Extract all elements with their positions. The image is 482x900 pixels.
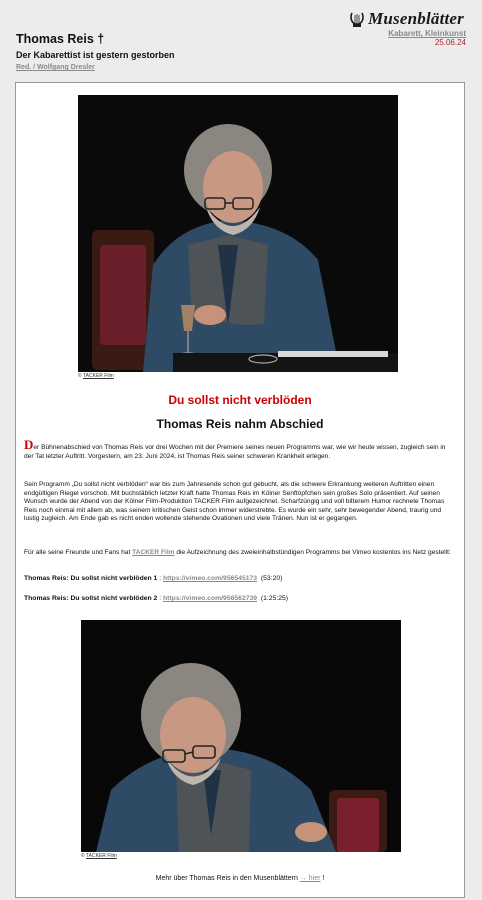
lyre-icon — [349, 10, 365, 28]
headline-black: Thomas Reis nahm Abschied — [156, 417, 324, 431]
article-title: Thomas Reis † — [16, 32, 105, 46]
article-subtitle: Der Kabarettist ist gestern gestorben — [16, 50, 175, 60]
article-photo-1 — [78, 95, 398, 372]
headline-red: Du sollst nicht verblöden — [168, 393, 312, 407]
photo-2-credit-link[interactable]: TACKER Film — [86, 853, 117, 859]
paragraph-2: Sein Programm „Du sollst nicht verblöden“ war bis zum Jahresende schon gut gebucht, als die schwere Erkrankung weiteren Auftritten einen endgültigen Riegel vorschob. Mit buchstäblich letzter Kraft hatte Thomas Reis im Kölner Senftöpfchen sein großes Solo präsentiert. Auf seinen Wunsch wurde der Abend von der Kölner Film-Produktion TACKER Film aufgezeichnet. Scharfzüngig und voll bitterem Humor rechnete Thomas Reis noch einmal mit allem ab, was seinem kritischen Geist schon immer widerstrebte. Es wurde ein sehr, sehr bewegender Abend, traurig und lustig zugleich. Am Ende gab es nicht enden wollende stehende Ovationen und viele Tränen. Nun ist er gegangen. — [24, 481, 445, 523]
dropcap: D — [24, 437, 34, 452]
logo-text: Musenblätter — [368, 9, 464, 28]
more-about-line: Mehr über Thomas Reis in den Musenblättern → hier ! — [155, 875, 325, 882]
video-row-2: Thomas Reis: Du sollst nicht verblöden 2 : https://vimeo.com/956562739 (1:25:25) — [24, 595, 289, 602]
photo-2-credit: © TACKER Film — [81, 853, 117, 859]
publish-date: 25.06.24 — [434, 38, 466, 47]
author-link[interactable]: Red. / Wolfgang Dresler — [16, 64, 95, 71]
tacker-film-link[interactable]: TACKER Film — [132, 549, 175, 556]
category-link[interactable]: Kabarett, Kleinkunst — [388, 29, 466, 38]
article-body — [15, 82, 465, 898]
paragraph-3: Für alle seine Freunde und Fans hat TACKER Film die Aufzeichnung des zweieinhalbstündigen Programms bei Vimeo kostenlos ins Netz gestellt: — [24, 549, 451, 556]
photo-1-credit-link[interactable]: TACKER Film — [83, 373, 114, 379]
vimeo-link-1[interactable]: https://vimeo.com/956545173 — [163, 575, 258, 582]
vimeo-link-2[interactable]: https://vimeo.com/956562739 — [163, 595, 258, 602]
video-row-1: Thomas Reis: Du sollst nicht verblöden 1 : https://vimeo.com/956545173 (53:20) — [24, 575, 283, 582]
site-logo[interactable] — [349, 9, 464, 29]
more-link[interactable]: → hier — [299, 875, 321, 882]
paragraph-1: Der Bühnenabschied von Thomas Reis vor drei Wochen mit der Premiere seines neuen Programms war, wie wir heute wissen, zugleich sein in der Tat letzter Auftritt. Vorgestern, am 23. Juni 2024, ist Thomas Reis seiner schweren Krankheit erlegen. — [24, 437, 446, 460]
article-photo-2 — [81, 620, 401, 852]
photo-1-credit: © TACKER Film — [78, 373, 114, 379]
